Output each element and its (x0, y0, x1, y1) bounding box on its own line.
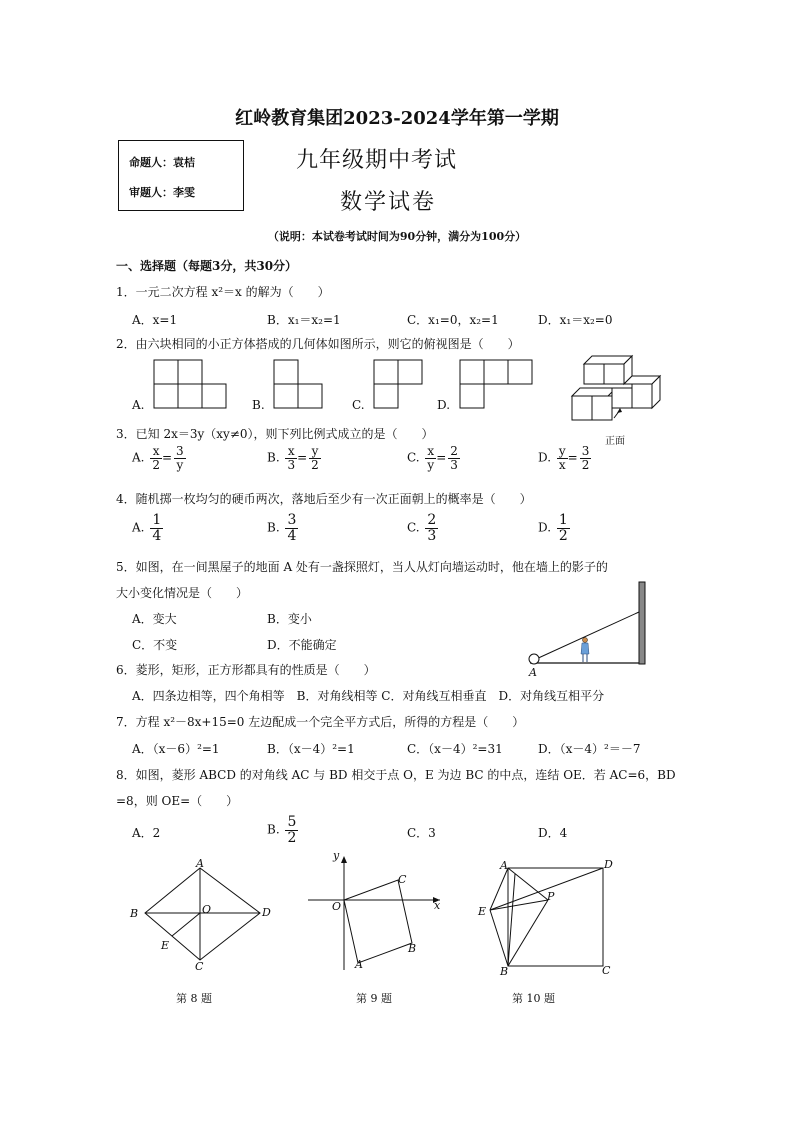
q4-a-den: 4 (152, 527, 162, 544)
q1-option-c: C．x₁=0，x₂=1 (407, 313, 499, 327)
q3-b-frac1 (285, 445, 297, 471)
q8-b-num: 5 (287, 814, 297, 830)
q3-c-num2: 2 (450, 444, 458, 458)
q4-d-frac (557, 513, 570, 543)
fig10-label-b: B (500, 965, 509, 978)
q3-c-den: y (427, 457, 435, 472)
q3-b-num2: y (309, 445, 321, 459)
q3-d-frac2 (580, 445, 592, 471)
q4-option-d-label: D. (538, 520, 552, 535)
q4-b-frac (285, 513, 298, 543)
q4-option-d (538, 513, 570, 543)
q4-a-frac (150, 513, 163, 543)
setter-label: 命题人：袁桔 (129, 156, 195, 169)
q3-c-frac1 (425, 445, 436, 471)
q7-stem: 7．方程 x²－8x+15=0 左边配成一个完全平方式后，所得的方程是（ ） (116, 715, 525, 729)
exam-subtitle-subject: 数学试卷 (340, 190, 437, 215)
fig8-rhombus (130, 858, 280, 978)
fig9-label-o: O (332, 900, 342, 913)
fig9-label-y: y (333, 849, 340, 862)
q2-option-c: C. (352, 398, 365, 412)
q5-stem-line2: 大小变化情况是（ ） (116, 586, 249, 600)
q4-option-a (132, 513, 163, 543)
q6-stem: 6．菱形，矩形，正方形都具有的性质是（ ） (116, 663, 376, 677)
fig8-label-c: C (195, 960, 204, 973)
q4-option-a-label: A. (132, 520, 145, 535)
q2-front-label: 正面 (605, 436, 625, 447)
fig10-label-e: E (478, 905, 487, 918)
fig10-label-d: D (604, 858, 613, 871)
q5-option-a: A．变大 (132, 612, 177, 626)
q4-option-b (267, 513, 298, 543)
q4-d-num: 1 (558, 512, 568, 528)
q2-option-d-view (456, 358, 536, 410)
q8-b-den: 2 (287, 829, 297, 846)
q5-point-a: A (529, 666, 537, 679)
q3-option-b (267, 445, 321, 471)
q3-d-num: y (558, 444, 566, 458)
q3-d-frac1 (557, 445, 568, 471)
q4-option-c-label: C. (407, 520, 420, 535)
fig10-caption: 第 10 题 (512, 992, 555, 1005)
q7-option-d: D．（x－4）²＝－7 (538, 742, 641, 756)
q3-a-den: 2 (152, 457, 160, 472)
author-box (118, 140, 244, 211)
q3-b-eq: = (297, 450, 308, 465)
fig8-label-b: B (130, 907, 139, 920)
q2-option-b-view (270, 358, 326, 410)
q6-options: A．四条边相等，四个角相等 B．对角线相等 C．对角线互相垂直 D．对角线互相平分 (132, 689, 605, 703)
q4-c-num: 2 (427, 512, 437, 528)
q5-option-d: D．不能确定 (267, 638, 337, 652)
q5-option-c: C．不变 (132, 638, 178, 652)
q1-option-a: A．x=1 (132, 313, 178, 327)
q3-c-num: x (427, 444, 435, 458)
q2-cube-figure (568, 352, 664, 432)
q4-d-den: 2 (558, 527, 568, 544)
q3-c-den2: 3 (450, 457, 458, 472)
q3-b-frac2 (309, 445, 321, 471)
q8-option-d: D．4 (538, 826, 568, 840)
q2-option-a: A. (132, 398, 145, 412)
q1-stem: 1．一元二次方程 x²＝x 的解为（ ） (116, 285, 330, 299)
q4-b-num: 3 (287, 512, 297, 528)
q4-option-c (407, 513, 438, 543)
q3-a-frac1 (150, 445, 162, 471)
fig9-label-x: x (434, 899, 441, 912)
q3-c-eq: = (436, 450, 447, 465)
q3-option-b-label: B. (267, 450, 280, 465)
fig8-label-d: D (262, 906, 271, 919)
q1-option-b: B．x₁＝x₂=1 (267, 313, 341, 327)
fig10-label-p: P (547, 890, 555, 903)
q2-option-b: B. (252, 398, 265, 412)
q4-option-b-label: B. (267, 520, 280, 535)
q3-d-den2: 2 (581, 457, 590, 472)
fig8-label-e: E (161, 939, 170, 952)
q7-option-c: C．（x－4）²=31 (407, 742, 503, 756)
q8-stem-line2: =8，则 OE=（ ） (116, 794, 239, 808)
exam-title: 红岭教育集团2023-2024学年第一学期 (235, 108, 559, 129)
q1-option-d: D．x₁＝x₂=0 (538, 313, 613, 327)
q8-option-b (267, 815, 298, 845)
q4-stem: 4．随机掷一枚均匀的硬币两次，落地后至少有一次正面朝上的概率是（ ） (116, 492, 532, 506)
fig8-label-o: O (202, 903, 212, 916)
q8-option-a: A．2 (132, 826, 161, 840)
fig10-label-a: A (500, 859, 508, 872)
exam-note: （说明：本试卷考试时间为90分钟，满分为100分） (267, 230, 527, 243)
fig10-label-c: C (602, 964, 611, 977)
q5-option-b: B．变小 (267, 612, 312, 626)
exam-subtitle-grade: 九年级期中考试 (296, 148, 458, 173)
q3-c-frac2 (448, 445, 460, 471)
q8-option-c: C．3 (407, 826, 436, 840)
fig8-label-a: A (196, 857, 204, 870)
fig9-caption: 第 9 题 (356, 992, 392, 1005)
q3-option-d-label: D. (538, 450, 552, 465)
q3-a-eq: = (161, 450, 173, 465)
q3-a-frac2 (174, 445, 186, 471)
q3-a-num: x (150, 445, 162, 459)
q3-b-den2: 2 (311, 457, 319, 472)
q3-option-c (407, 445, 460, 471)
q3-b-num: x (285, 445, 297, 459)
q5-stem-line1: 5．如图，在一间黑屋子的地面 A 处有一盏探照灯，当人从灯向墙运动时，他在墙上的影子的 (116, 560, 608, 574)
q3-a-den2: y (176, 457, 184, 472)
q3-d-num2: 3 (581, 444, 590, 458)
fig9-label-a: A (355, 958, 363, 971)
q8-option-b-label: B. (267, 822, 280, 837)
q3-d-den: x (558, 457, 566, 472)
q4-c-den: 3 (427, 527, 437, 544)
q3-option-a-label: A. (132, 450, 145, 465)
q2-option-c-view (370, 358, 426, 410)
q4-a-num: 1 (152, 512, 162, 528)
q3-stem: 3．已知 2x＝3y（xy≠0），则下列比例式成立的是（ ） (116, 427, 434, 441)
q7-option-b: B．（x－4）²=1 (267, 742, 355, 756)
section-heading: 一、选择题（每题3分，共30分） (116, 259, 298, 273)
q3-option-a (132, 445, 186, 471)
q8-stem-line1: 8．如图，菱形 ABCD 的对角线 AC 与 BD 相交于点 O，E 为边 BC 的中点，连结 OE．若 AC=6，BD (116, 768, 676, 782)
fig10-square (470, 852, 620, 977)
q2-option-a-view (150, 358, 230, 410)
q8-b-frac (285, 815, 298, 845)
q2-stem: 2．由六块相同的小正方体搭成的几何体如图所示，则它的俯视图是（ ） (116, 337, 520, 351)
q2-option-d: D. (437, 398, 451, 412)
q3-option-d (538, 445, 591, 471)
q4-b-den: 4 (287, 527, 297, 544)
fig9-square-axes (300, 848, 450, 978)
q5-spotlight-figure (520, 578, 660, 678)
fig8-caption: 第 8 题 (176, 992, 212, 1005)
person-icon (581, 638, 589, 663)
q3-d-eq: = (567, 450, 578, 465)
q4-c-frac (425, 513, 438, 543)
q3-b-den: 3 (287, 457, 296, 472)
q7-option-a: A．（x－6）²=1 (132, 742, 220, 756)
fig9-label-b: B (408, 942, 417, 955)
q3-option-c-label: C. (407, 450, 420, 465)
fig9-label-c: C (398, 873, 407, 886)
reviewer-label: 审题人：李雯 (129, 186, 195, 199)
q3-a-num2: 3 (176, 444, 184, 458)
